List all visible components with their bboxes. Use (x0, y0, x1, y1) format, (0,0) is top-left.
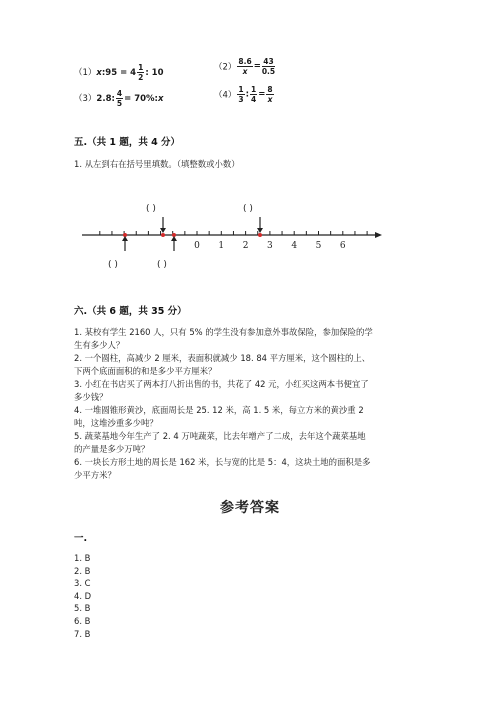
answer-paren-bottom-1[interactable]: ( ) (108, 260, 118, 270)
answer-item: 3. C (74, 578, 91, 589)
equation-1: （1）x:95 = 4 $\frac{1}{2}$ : 10 (74, 63, 164, 82)
question-line: 6. 一块长方形土地的周长是 162 米，长与宽的比是 5：4，这块土地的面积是多 (74, 457, 371, 467)
answers-list (74, 552, 91, 640)
answer-item: 5. B (74, 603, 91, 614)
answer-paren-bottom-2[interactable]: ( ) (157, 260, 167, 270)
section-6-questions (74, 326, 434, 482)
answer-item: 4. D (74, 590, 92, 601)
point-b (161, 233, 165, 237)
question-line: 3. 小红在书店买了两本打八折出售的书，共花了 42 元，小红买这两本书便宜了 (74, 379, 369, 389)
question-line: 4. 一堆圆锥形黄沙，底面周长是 25. 12 米，高 1. 5 米，每立方米的黄沙重 2 (74, 405, 364, 415)
equation-2: （2） $\frac{8.6}{x}$ = $\frac{43}{0.5}$ (214, 57, 276, 76)
answers-part-1: 一. (74, 533, 88, 544)
number-line (70, 195, 390, 275)
question-line: 吨，这堆沙重多少吨？ (74, 418, 158, 428)
number-line-arrowhead (375, 232, 382, 238)
point-d (258, 233, 262, 237)
answer-item: 1. B (74, 553, 91, 563)
question-line: 5. 蔬菜基地今年生产了 2. 4 万吨蔬菜，比去年增产了二成，去年这个蔬菜基地 (74, 431, 366, 441)
question-line: 2. 一个圆柱，高减少 2 厘米，表面积就减少 18. 84 平方厘米，这个圆柱的上、 (74, 353, 371, 363)
question-line: 少平方米？ (74, 470, 116, 480)
answers-title: 参考答案 (220, 500, 280, 516)
tick-label: 2 (242, 241, 249, 251)
answer-item: 2. B (74, 565, 91, 576)
section-6-heading: 六.（共 6 题，共 35 分） (74, 306, 187, 317)
question-line: 的产量是多少万吨？ (74, 444, 150, 454)
question-line: 1. 某校有学生 2160 人，只有 5% 的学生没有参加意外事故保险，参加保险的学 (74, 327, 373, 337)
equation-4: （4） $\frac{1}{3}$ : $\frac{1}{4}$ = $\frac{8}{x}$ (214, 85, 273, 104)
tick-label: 4 (291, 241, 298, 251)
question-line: 多少钱？ (74, 392, 108, 402)
answer-item: 6. B (74, 615, 91, 626)
tick-label: 0 (194, 241, 200, 251)
question-line: 生有多少人？ (74, 340, 125, 350)
tick-label: 1 (218, 241, 225, 251)
answer-item: 7. B (74, 628, 91, 639)
section-5-heading: 五.（共 1 题，共 4 分） (74, 137, 181, 148)
tick-label: 6 (339, 241, 346, 251)
arrow-up-1-head (122, 236, 128, 241)
section-5-question-1: 1. 从左到右在括号里填数。（填整数或小数） (74, 159, 240, 169)
answer-paren-top-1[interactable]: ( ) (146, 204, 156, 214)
arrow-up-2-head (171, 236, 177, 241)
question-line: 下两个底面面积的和是多少平方厘米？ (74, 366, 217, 376)
tick-label: 5 (315, 241, 322, 251)
tick-label: 3 (267, 241, 273, 251)
answer-paren-top-2[interactable]: ( ) (243, 204, 253, 214)
equation-3: （3）2.8: $\frac{4}{5}$ = 70%:x (74, 89, 164, 108)
